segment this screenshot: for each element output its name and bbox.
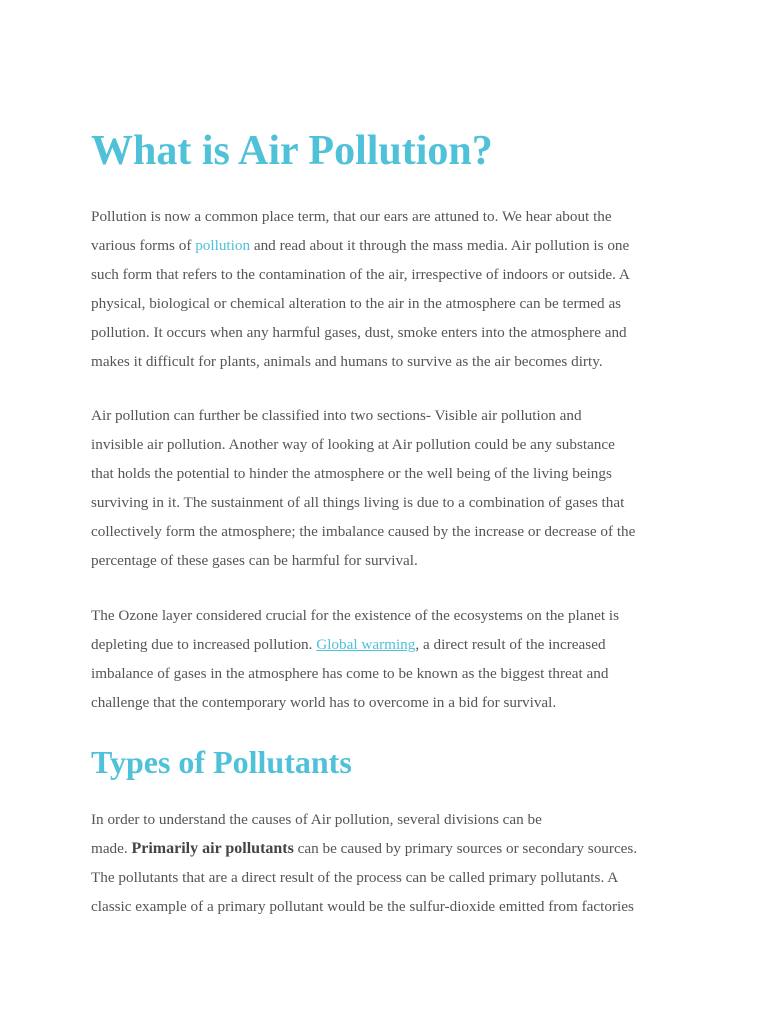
text-segment: , a direct result of the increased (415, 636, 606, 653)
text-line: makes it difficult for plants, animals and humans to survive as the air becomes dirty. (91, 353, 603, 370)
text-line: invisible air pollution. Another way of looking at Air pollution could be any substance (91, 436, 615, 453)
text-line: such form that refers to the contamination of the air, irrespective of indoors or outside. A (91, 266, 630, 283)
text-line (91, 231, 686, 260)
ozone-paragraph (91, 601, 686, 717)
text-segment: depleting due to increased pollution. (91, 636, 317, 653)
page-title: What is Air Pollution? (91, 128, 493, 174)
text-line: surviving in it. The sustainment of all things living is due to a combination of gases that (91, 494, 625, 511)
text-line: percentage of these gases can be harmful for survival. (91, 552, 418, 569)
classification-paragraph (91, 401, 686, 575)
intro-paragraph (91, 202, 686, 376)
text-line: classic example of a primary pollutant would be the sulfur-dioxide emitted from factories (91, 898, 634, 915)
text-line: that holds the potential to hinder the atmosphere or the well being of the living beings (91, 465, 612, 482)
global-warming-link[interactable]: Global warming (316, 636, 416, 653)
text-segment: various forms of (91, 237, 196, 254)
text-line: physical, biological or chemical alteration to the air in the atmosphere can be termed as (91, 295, 622, 312)
text-line: collectively form the atmosphere; the imbalance caused by the increase or decrease of the (91, 523, 636, 540)
text-segment: and read about it through the mass media. Air pollution is one (250, 237, 630, 254)
text-line (91, 834, 686, 863)
text-line (91, 630, 686, 659)
text-line: The pollutants that are a direct result of the process can be called primary pollutants. A (91, 869, 619, 886)
pollutants-paragraph (91, 805, 686, 921)
bold-term: Primarily air pollutants (131, 840, 294, 857)
text-line: imbalance of gases in the atmosphere has come to be known as the biggest threat and (91, 665, 609, 682)
text-segment: can be caused by primary sources or secondary sources. (293, 840, 638, 857)
section-heading: Types of Pollutants (91, 744, 352, 780)
text-line: pollution. It occurs when any harmful gases, dust, smoke enters into the atmosphere and (91, 324, 627, 341)
text-line: The Ozone layer considered crucial for the existence of the ecosystems on the planet is (91, 607, 619, 624)
text-line: In order to understand the causes of Air pollution, several divisions can be (91, 811, 542, 828)
text-line: Pollution is now a common place term, that our ears are attuned to. We hear about the (91, 208, 612, 225)
text-segment: made. (91, 840, 132, 857)
pollution-link[interactable]: pollution (195, 237, 251, 254)
text-line: Air pollution can further be classified into two sections- Visible air pollution and (91, 407, 582, 424)
text-line: challenge that the contemporary world has to overcome in a bid for survival. (91, 694, 557, 711)
